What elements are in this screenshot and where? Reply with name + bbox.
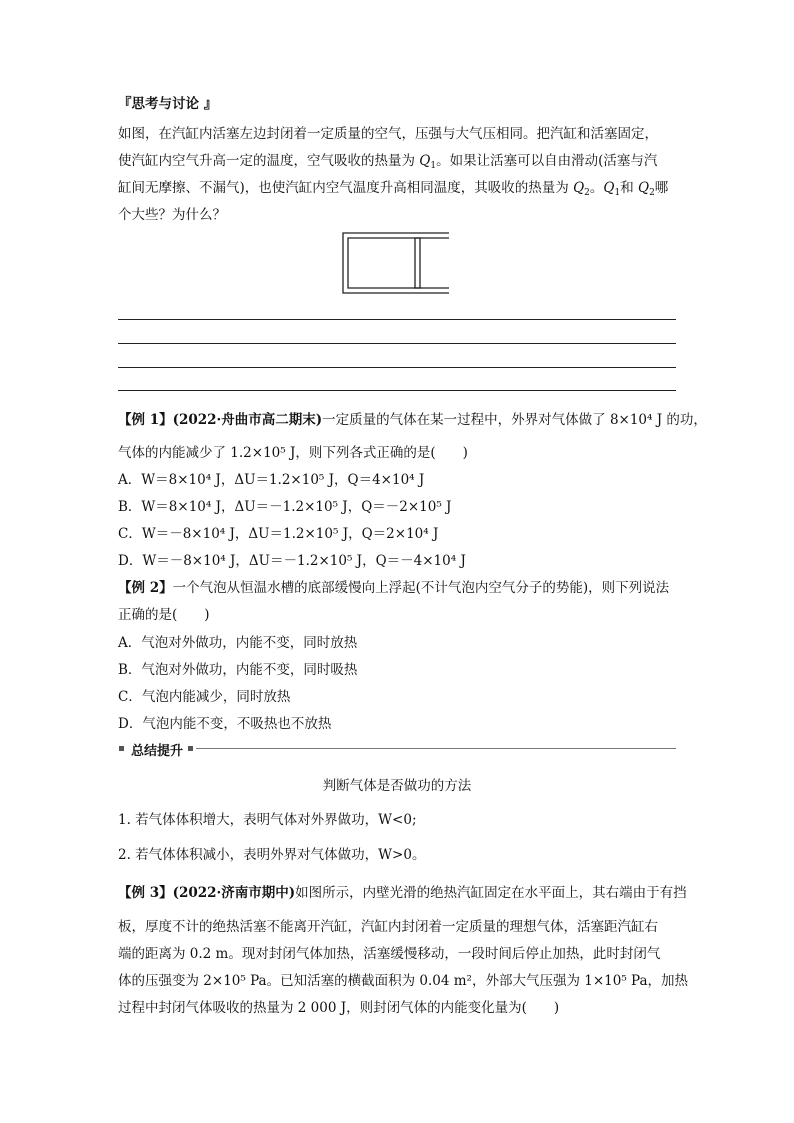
discussion-line-1: 如图，在汽缸内活塞左边封闭着一定质量的空气，压强与大气压相同。把汽缸和活塞固定，	[118, 126, 658, 142]
example2-line-1	[118, 576, 669, 596]
example1-source: (2022·舟曲市高二期末)	[172, 412, 323, 428]
example2-option-d: D．气泡内能不变，不吸热也不放热	[118, 716, 332, 732]
answer-line-2	[118, 343, 676, 344]
discussion-line-3-text: 缸间无摩擦、不漏气)，也使汽缸内空气温度升高相同温度，其吸收的热量为	[118, 180, 574, 196]
summary-title: 判断气体是否做功的方法	[322, 778, 472, 794]
summary-bullet-right	[188, 746, 193, 751]
q2-subscript: 2	[584, 188, 590, 198]
q1-subscript: 1	[430, 161, 437, 171]
discussion-heading: 『思考与讨论 』	[118, 96, 218, 112]
example1-option-b: B．W＝8×10⁴ J，ΔU＝－1.2×10⁵ J，Q＝－2×10⁵ J	[118, 499, 452, 515]
discussion-line-3	[118, 176, 668, 198]
example3-line-1	[118, 881, 687, 901]
example1-line-1	[118, 408, 707, 428]
discussion-line-2-tail: 。如果让活塞可以自由滑动(活塞与汽	[436, 153, 658, 169]
answer-line-3	[118, 367, 676, 368]
example1-tag: 【例 1】	[118, 412, 173, 428]
example3-line-4: 体的压强变为 2×10⁵ Pa。已知活塞的横截面积为 0.04 m²，外部大气压强为 1×10⁵ Pa，加热	[118, 973, 689, 989]
example3-source: (2022·济南市期中)	[172, 885, 296, 901]
example3-line-5: 过程中封闭气体吸收的热量为 2 000 J，则封闭气体的内能变化量为( )	[118, 1000, 560, 1016]
answer-line-1	[118, 319, 676, 320]
example3-line-3: 端的距离为 0.2 m。现对封闭气体加热，活塞缓慢移动，一段时间后停止加热，此时封闭气	[118, 946, 661, 962]
discussion-line-3-tail: 哪	[654, 180, 669, 196]
q1-subscript-2: 1	[614, 188, 621, 198]
example3-line-2: 板，厚度不计的绝热活塞不能离开汽缸，汽缸内封闭着一定质量的理想气体，活塞距汽缸右	[118, 919, 658, 935]
example2-option-a: A．气泡对外做功，内能不变，同时放热	[118, 635, 358, 651]
piston	[415, 238, 420, 288]
cylinder-outer-wall	[343, 233, 449, 293]
answer-line-4	[118, 390, 676, 391]
summary-divider	[196, 748, 676, 749]
cylinder-figure	[340, 230, 452, 296]
example2-line-2: 正确的是( )	[118, 607, 210, 623]
q2-symbol-2: Q	[637, 180, 650, 196]
discussion-line-2-text: 使汽缸内空气升高一定的温度，空气吸收的热量为	[118, 153, 420, 169]
discussion-line-3-period: 。	[589, 180, 604, 196]
q1-symbol-2: Q	[603, 180, 615, 196]
q1-symbol: Q	[419, 153, 431, 169]
example1-option-d: D．W＝－8×10⁴ J，ΔU＝－1.2×10⁵ J，Q＝－4×10⁴ J	[118, 553, 466, 569]
example2-option-c: C．气泡内能减少，同时放热	[118, 689, 291, 705]
summary-item-1: 1. 若气体体积增大，表明气体对外界做功，W<0;	[118, 812, 417, 828]
example1-option-a: A．W＝8×10⁴ J，ΔU＝1.2×10⁵ J，Q＝4×10⁴ J	[118, 472, 425, 488]
discussion-line-4: 个大些？为什么？	[118, 207, 226, 223]
example2-text: 一个气泡从恒温水槽的底部缓慢向上浮起(不计气泡内空气分子的势能)，则下列说法	[172, 580, 670, 596]
example1-text: 一定质量的气体在某一过程中，外界对气体做了 8×10⁴ J 的功，	[322, 412, 707, 428]
example1-line-2: 气体的内能减少了 1.2×10⁵ J，则下列各式正确的是( )	[118, 445, 468, 461]
example3-tag: 【例 3】	[118, 885, 173, 901]
and-text: 和	[620, 180, 638, 196]
summary-item-2: 2. 若气体体积减小，表明外界对气体做功，W>0。	[118, 847, 426, 863]
discussion-line-2	[118, 149, 657, 171]
q2-subscript-2: 2	[649, 188, 655, 198]
cylinder-inner-wall	[348, 238, 449, 288]
example1-option-c: C．W＝－8×10⁴ J，ΔU＝1.2×10⁵ J，Q＝2×10⁴ J	[118, 526, 439, 542]
summary-bullet-left	[119, 746, 124, 751]
summary-label: 总结提升	[131, 744, 184, 759]
example3-text: 如图所示，内壁光滑的绝热汽缸固定在水平面上，其右端由于有挡	[295, 885, 687, 901]
example2-tag: 【例 2】	[118, 580, 173, 596]
q2-symbol: Q	[573, 180, 585, 196]
example2-option-b: B．气泡对外做功，内能不变，同时吸热	[118, 662, 358, 678]
